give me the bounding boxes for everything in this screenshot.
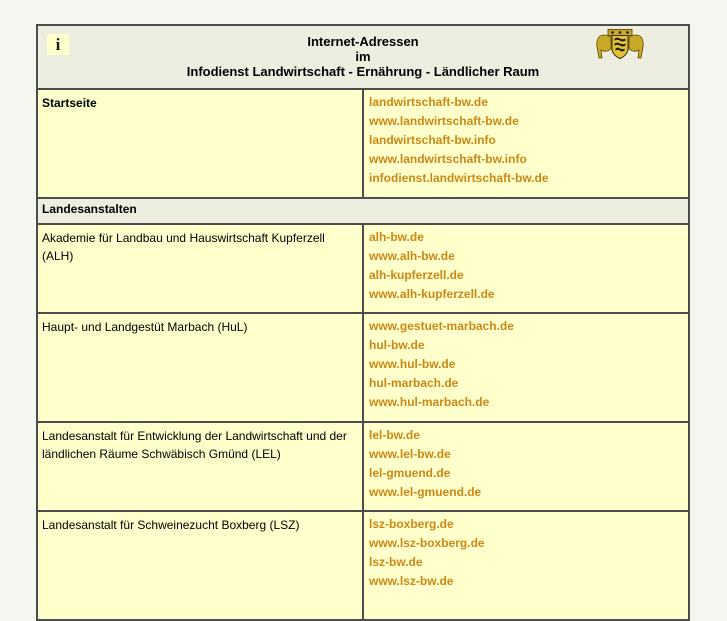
domain-link[interactable]: www.alh-bw.de — [369, 249, 455, 263]
row-label-hul: Haupt- und Landgestüt Marbach (HuL) — [37, 313, 363, 422]
row-links-lsz — [363, 511, 689, 620]
page-header — [37, 25, 689, 89]
domain-link[interactable]: lsz-bw.de — [369, 555, 423, 569]
row-label-alh: Akademie für Landbau und Hauswirtschaft Kupferzell (ALH) — [37, 224, 363, 313]
table-header-row — [37, 25, 689, 89]
domain-link[interactable]: www.hul-bw.de — [369, 357, 456, 371]
row-links-lel — [363, 422, 689, 511]
address-table — [36, 24, 690, 621]
row-label-startseite: Startseite — [37, 89, 363, 198]
info-icon: i — [47, 34, 69, 55]
coat-of-arms-icon — [592, 28, 648, 62]
row-links-hul — [363, 313, 689, 422]
domain-link[interactable]: www.hul-marbach.de — [369, 395, 490, 409]
domain-link[interactable]: www.lsz-boxberg.de — [369, 536, 485, 550]
domain-link[interactable]: www.lel-gmuend.de — [369, 485, 482, 499]
domain-link[interactable]: www.lsz-bw.de — [369, 574, 454, 588]
title-line-1: Internet-Adressen — [307, 34, 419, 49]
title-line-2: im — [355, 49, 371, 64]
table-row — [37, 224, 689, 313]
table-row — [37, 89, 689, 198]
domain-link[interactable]: landwirtschaft-bw.info — [369, 133, 496, 147]
row-label-lel: Landesanstalt für Entwicklung der Landwirtschaft und der ländlichen Räume Schwäbisch Gmünd (LEL) — [37, 422, 363, 511]
title-line-3: Infodienst Landwirtschaft - Ernährung - Ländlicher Raum — [186, 64, 540, 79]
row-links-startseite — [363, 89, 689, 198]
domain-link[interactable]: www.landwirtschaft-bw.info — [369, 152, 527, 166]
domain-link[interactable]: hul-marbach.de — [369, 376, 459, 390]
domain-link[interactable]: www.alh-kupferzell.de — [369, 287, 495, 301]
table-row — [37, 511, 689, 620]
domain-link[interactable]: www.gestuet-marbach.de — [369, 319, 514, 333]
domain-link[interactable]: alh-bw.de — [369, 230, 424, 244]
section-header-landesanstalten: Landesanstalten — [37, 198, 689, 224]
domain-link[interactable]: lel-bw.de — [369, 428, 420, 442]
table-row — [37, 422, 689, 511]
domain-link[interactable]: infodienst.landwirtschaft-bw.de — [369, 171, 549, 185]
domain-link[interactable]: lel-gmuend.de — [369, 466, 451, 480]
row-label-lsz: Landesanstalt für Schweinezucht Boxberg (LSZ) — [37, 511, 363, 620]
row-links-alh — [363, 224, 689, 313]
domain-link[interactable]: landwirtschaft-bw.de — [369, 95, 488, 109]
domain-link[interactable]: www.landwirtschaft-bw.de — [369, 114, 519, 128]
domain-link[interactable]: hul-bw.de — [369, 338, 425, 352]
domain-link[interactable]: alh-kupferzell.de — [369, 268, 464, 282]
domain-link[interactable]: www.lel-bw.de — [369, 447, 451, 461]
page-title — [38, 26, 688, 79]
section-row — [37, 198, 689, 224]
page — [36, 24, 690, 621]
table-row — [37, 313, 689, 422]
domain-link[interactable]: lsz-boxberg.de — [369, 517, 454, 531]
